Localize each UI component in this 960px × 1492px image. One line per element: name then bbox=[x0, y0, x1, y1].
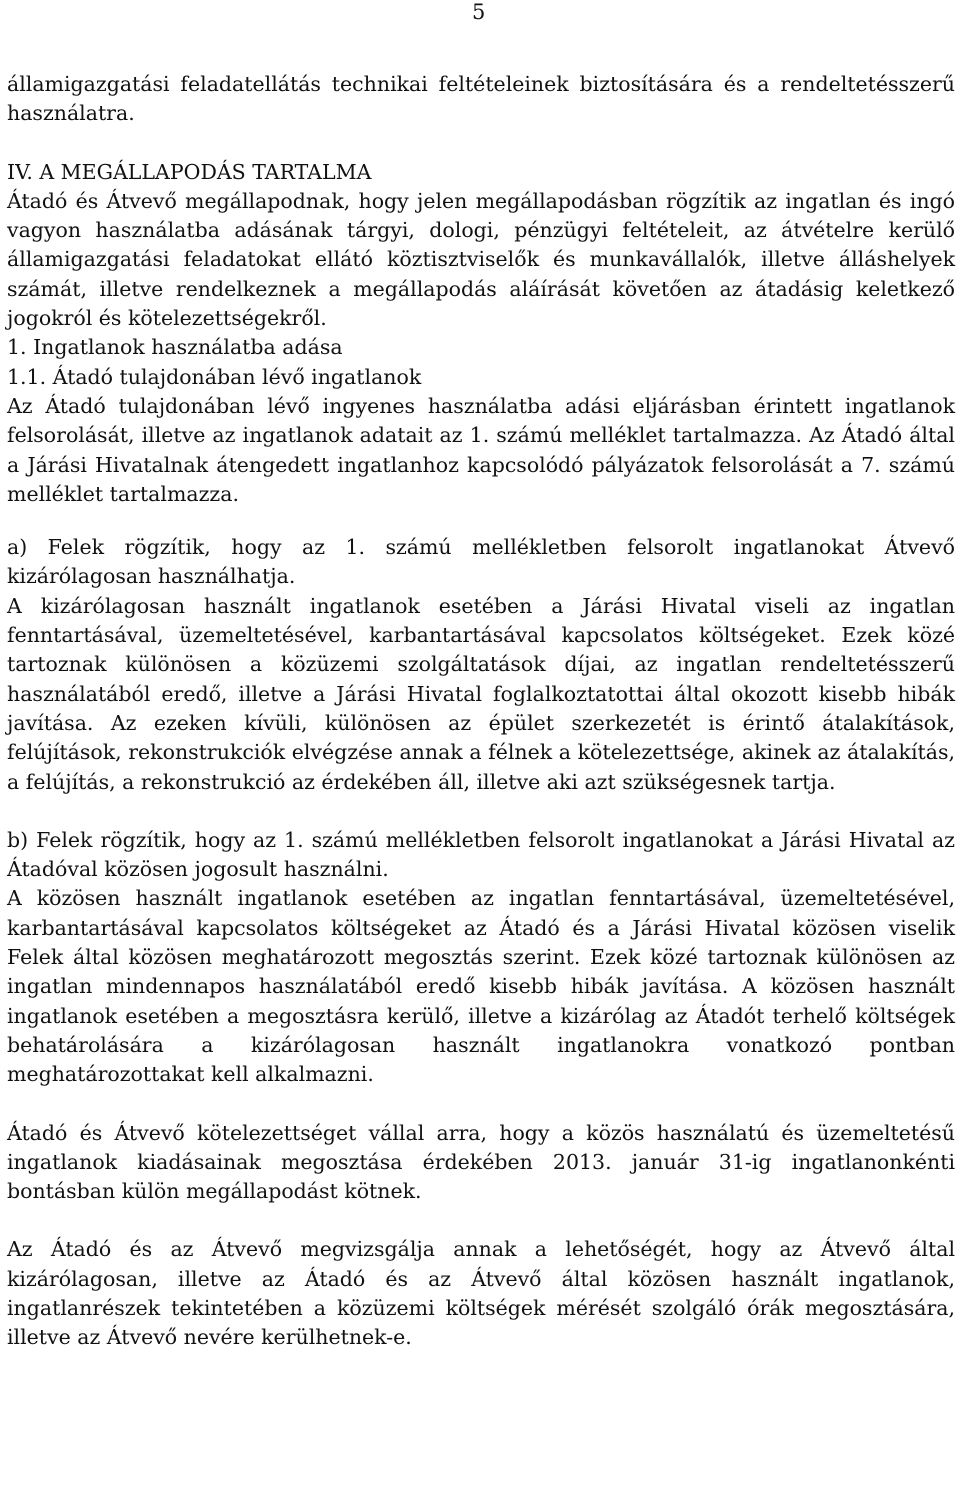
item-a-label: a) bbox=[7, 535, 28, 560]
body-1-1: Az Átadó tulajdonában lévő ingyenes használatba adási eljárásban érintett ingatlanok felsorolását, illetve az ingatlanok adatait az 1. számú melléklet tartalmazza. Az Átadó által a Járási Hivatalnak átengedett ingatlanhoz kapcsolódó pályázatok felsorolását a 7. számú melléklet tartalmazza. bbox=[7, 393, 955, 506]
page-number: 5 bbox=[472, 0, 486, 24]
intro-paragraph: államigazgatási feladatellátás technikai feltételeinek biztosítására és a rendeltetésszerű használatra. bbox=[7, 72, 955, 126]
document-body bbox=[7, 70, 955, 1353]
section-heading: IV. A MEGÁLLAPODÁS TARTALMA bbox=[7, 159, 372, 184]
meters-paragraph: Az Átadó és az Átvevő megvizsgálja annak a lehetőségét, hogy az Átvevő által kizárólagosan, illetve az Átadó és az Átvevő által közösen használt ingatlanok, ingatlanrészek tekintetében a közüzemi költségek mérését szolgáló órák megosztására, illetve az Átvevő nevére kerülhetnek-e. bbox=[7, 1237, 955, 1350]
spacer bbox=[7, 797, 955, 826]
item-a-text: Felek rögzítik, hogy az 1. számú mellékletben felsorolt ingatlanokat Átvevő kizárólagosan használhatja. bbox=[7, 535, 955, 589]
item-b-label: b) bbox=[7, 827, 29, 852]
subheading-1: 1. Ingatlanok használatba adása bbox=[7, 335, 343, 360]
spacer bbox=[7, 129, 955, 158]
obligation-paragraph: Átadó és Átvevő kötelezettséget vállal arra, hogy a közös használatú és üzemeltetésű ingatlanok kiadásainak megosztása érdekében 2013. január 31-ig ingatlanonkénti bontásban külön megállapodást kötnek. bbox=[7, 1120, 955, 1204]
item-b bbox=[7, 826, 955, 885]
section-body: Átadó és Átvevő megállapodnak, hogy jelen megállapodásban rögzítik az ingatlan és ingó vagyon használatba adásának tárgyi, dologi, pénzügyi feltételeit, az átvételre kerülő államigazgatási feladatokat ellátó köztisztviselők és munkavállalók, illetve álláshelyek számát, illetve rendelkeznek a megállapodás aláírását követően az átadásig keletkező jogokról és kötelezettségekről. bbox=[7, 188, 955, 331]
item-a-body: A kizárólagosan használt ingatlanok esetében a Járási Hivatal viseli az ingatlan fenntartásával, üzemeltetésével, karbantartásával kapcsolatos költségeket. Ezek közé tartoznak különösen a közüzemi szolgáltatások díjai, az ingatlan rendeltetésszerű használatából eredő, illetve a Járási Hivatal foglalkoztatottai által okozott kisebb hibák javítása. Az ezeken kívüli, különösen az épület szerkezetét is érintő átalakítások, felújítások, rekonstrukciók elvégzése annak a félnek a kötelezettsége, akinek az átalakítás, a felújítás, a rekonstrukció az érdekében áll, illetve aki azt szükségesnek tartja. bbox=[7, 593, 955, 794]
spacer bbox=[7, 509, 955, 533]
subheading-1-1: 1.1. Átadó tulajdonában lévő ingatlanok bbox=[7, 364, 422, 389]
item-a bbox=[7, 533, 955, 592]
spacer bbox=[7, 1090, 955, 1119]
item-b-body: A közösen használt ingatlanok esetében az ingatlan fenntartásával, üzemeltetésével, karbantartásával kapcsolatos költségeket az Átadó és a Járási Hivatal közösen viselik Felek által közösen meghatározott megosztás szerint. Ezek közé tartoznak különösen az ingatlan mindennapos használatából eredő kisebb hibák javítása. A közösen használt ingatlanok esetében a megosztásra kerülő, illetve a kizárólag az Átadót terhelő költségek behatárolására a kizárólagosan használt ingatlanokra vonatkozó pontban meghatározottakat kell alkalmazni. bbox=[7, 886, 955, 1087]
spacer bbox=[7, 1206, 955, 1235]
item-b-text: Felek rögzítik, hogy az 1. számú mellékletben felsorolt ingatlanokat a Járási Hivatal az Átadóval közösen jogosult használni. bbox=[7, 827, 955, 882]
